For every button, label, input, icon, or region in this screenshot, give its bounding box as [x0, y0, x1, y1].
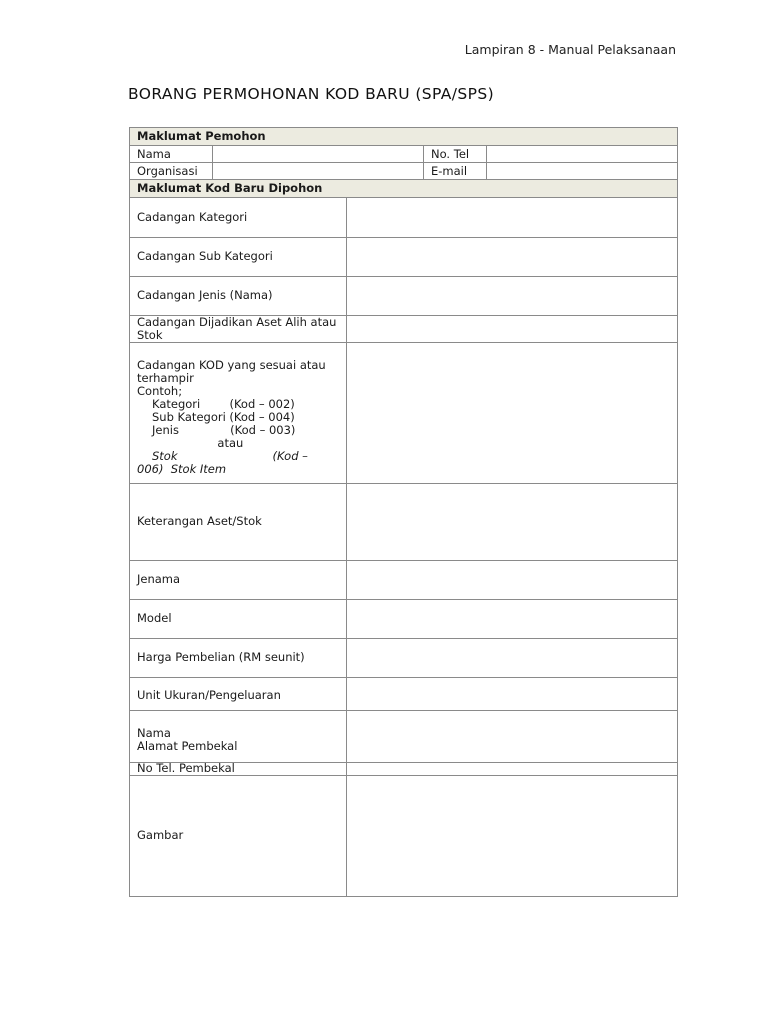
label-no-tel: No. Tel — [424, 146, 487, 163]
example-atau: atau — [137, 436, 244, 450]
label-nama: Nama — [130, 146, 213, 163]
field-gambar[interactable] — [347, 775, 678, 896]
field-no-tel-pembekal[interactable] — [347, 762, 678, 775]
new-code-table — [129, 198, 678, 897]
label-alamat-pembekal: Alamat Pembekal — [137, 739, 238, 753]
applicant-info-table — [129, 127, 678, 198]
field-harga[interactable] — [347, 638, 678, 677]
label-cadangan-kod — [130, 342, 347, 483]
label-nama-pembekal: Nama — [137, 726, 171, 740]
field-pembekal[interactable] — [347, 710, 678, 762]
label-unit: Unit Ukuran/Pengeluaran — [130, 677, 347, 710]
field-kategori[interactable] — [347, 198, 678, 237]
label-model: Model — [130, 599, 347, 638]
aset-alih-line-1: Cadangan Dijadikan Aset Alih atau — [137, 314, 337, 329]
field-nama[interactable] — [213, 146, 424, 163]
field-model[interactable] — [347, 599, 678, 638]
aset-alih-line-2: Stok — [137, 327, 163, 342]
field-no-tel[interactable] — [487, 146, 678, 163]
field-email[interactable] — [487, 163, 678, 180]
label-organisasi: Organisasi — [130, 163, 213, 180]
application-form — [129, 127, 677, 897]
label-harga: Harga Pembelian (RM seunit) — [130, 638, 347, 677]
field-sub-kategori[interactable] — [347, 237, 678, 276]
example-stok-item: 006) Stok Item — [137, 462, 227, 476]
example-kategori: Kategori (Kod – 002) — [152, 397, 295, 411]
label-kategori: Cadangan Kategori — [130, 198, 347, 237]
example-sub-kategori: Sub Kategori (Kod – 004) — [152, 410, 295, 424]
label-keterangan: Keterangan Aset/Stok — [130, 483, 347, 560]
field-organisasi[interactable] — [213, 163, 424, 180]
kod-line-1: Cadangan KOD yang sesuai atau — [137, 358, 326, 372]
section-heading-new-code: Maklumat Kod Baru Dipohon — [130, 180, 678, 198]
label-pembekal — [130, 710, 347, 762]
label-sub-kategori: Cadangan Sub Kategori — [130, 237, 347, 276]
label-jenis: Cadangan Jenis (Nama) — [130, 276, 347, 315]
label-aset-alih — [130, 315, 347, 342]
kod-line-3: Contoh; — [137, 384, 183, 398]
annex-header: Lampiran 8 - Manual Pelaksanaan — [464, 42, 676, 57]
field-jenis[interactable] — [347, 276, 678, 315]
field-cadangan-kod[interactable] — [347, 342, 678, 483]
section-heading-applicant: Maklumat Pemohon — [130, 128, 678, 146]
field-unit[interactable] — [347, 677, 678, 710]
example-jenis: Jenis (Kod – 003) — [152, 423, 296, 437]
field-keterangan[interactable] — [347, 483, 678, 560]
label-gambar: Gambar — [130, 775, 347, 896]
label-no-tel-pembekal: No Tel. Pembekal — [130, 762, 347, 775]
example-stok: Stok (Kod – — [152, 449, 308, 463]
kod-line-2: terhampir — [137, 371, 194, 385]
field-jenama[interactable] — [347, 560, 678, 599]
label-email: E-mail — [424, 163, 487, 180]
form-title: BORANG PERMOHONAN KOD BARU (SPA/SPS) — [128, 85, 495, 103]
field-aset-alih[interactable] — [347, 315, 678, 342]
label-jenama: Jenama — [130, 560, 347, 599]
